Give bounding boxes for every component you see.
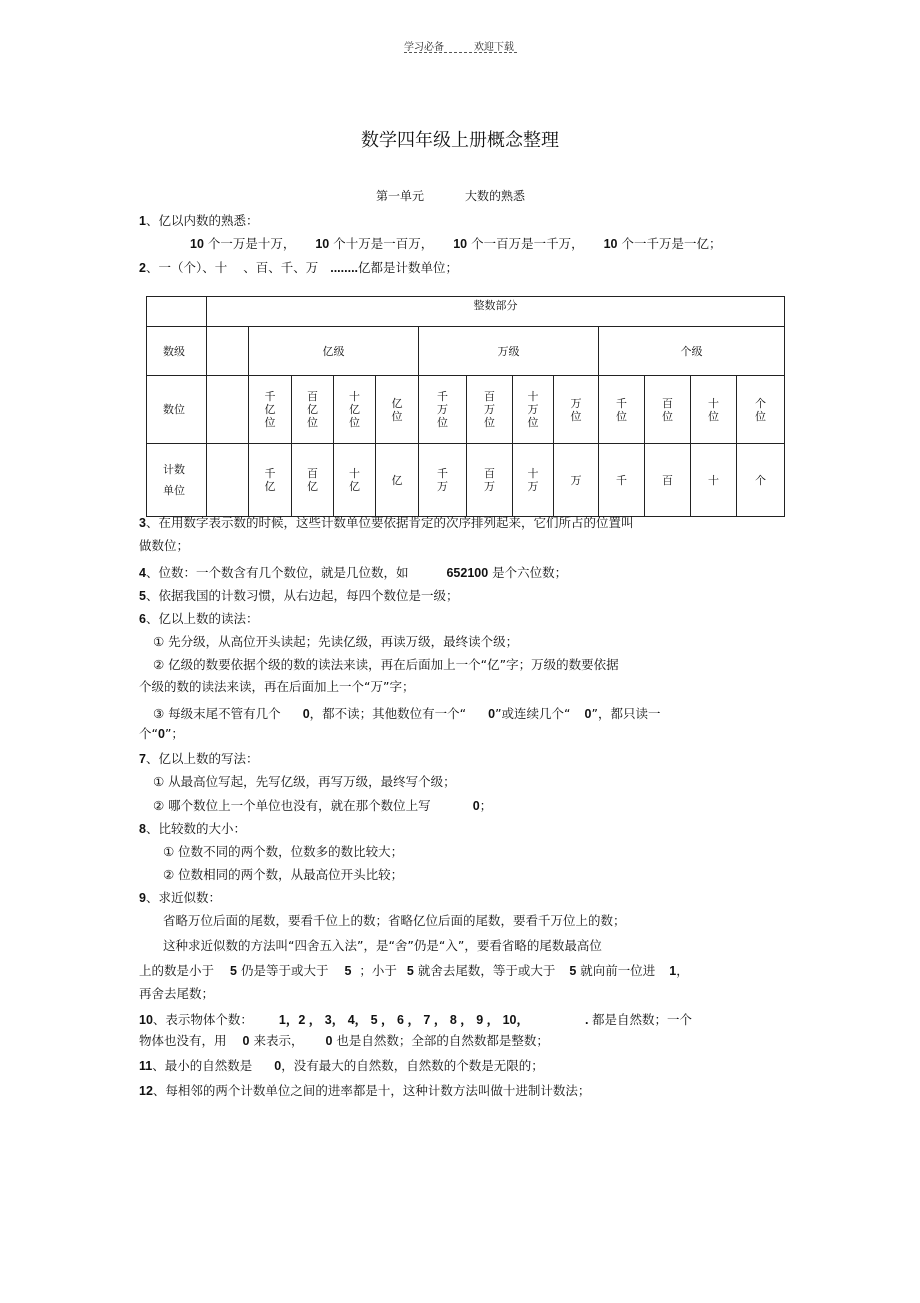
- item-12: 12、每相邻的两个计数单位之间的进率都是十，这种计数方法叫做十进制计数法；: [139, 1083, 591, 1098]
- level-wan: 万级: [419, 327, 599, 376]
- place-cell-11: 个 位: [737, 376, 785, 444]
- place-cell-3: 亿 位: [376, 376, 419, 444]
- unit-cell-10: 十: [691, 444, 737, 517]
- item-3-cont: 做数位；: [139, 538, 190, 553]
- place-cell-0: 千 亿 位: [249, 376, 292, 444]
- unit-cell-9: 百: [645, 444, 691, 517]
- item-7-1: ① 从最高位写起，先写亿级，再写万级，最终写个级；: [153, 774, 456, 789]
- item-8-2: ② 位数相同的两个数，从最高位开头比较；: [163, 867, 404, 882]
- header-left: 学习必备: [404, 42, 444, 53]
- unit-cell-11: 个: [737, 444, 785, 517]
- item-7: 7、亿以上数的写法：: [139, 751, 259, 766]
- row-label-shuji: 数级: [147, 327, 207, 376]
- item-11: 11、最小的自然数是 0，没有最大的自然数，自然数的个数是无限的；: [139, 1058, 544, 1073]
- row-label-jishu: 计数 单位: [147, 444, 207, 517]
- item-7-2: ② 哪个数位上一个单位也没有，就在那个数位上写 0；: [153, 798, 493, 813]
- place-cell-4: 千 万 位: [419, 376, 467, 444]
- unit-cell-7: 万: [554, 444, 599, 517]
- item-10: 10、表示物体个数： 1，2 ， 3， 4， 5 ， 6 ， 7 ， 8 ， 9 ， 10， . 都是自然数；一个: [139, 1012, 692, 1027]
- item-8: 8、比较数的大小：: [139, 821, 246, 836]
- unit-cell-0: 千 亿: [249, 444, 292, 517]
- header-rule: [404, 52, 517, 53]
- item-4: 4、位数：一个数含有几个数位，就是几位数，如 652100 是个六位数；: [139, 565, 568, 580]
- item-9-1: 省略万位后面的尾数，要看千位上的数；省略亿位后面的尾数，要看千万位上的数；: [163, 913, 626, 928]
- level-yi: 亿级: [249, 327, 419, 376]
- place-value-table: [146, 296, 785, 517]
- row-label-shuwei: 数位: [147, 376, 207, 444]
- item-6: 6、亿以上数的读法：: [139, 611, 259, 626]
- place-cell-5: 百 万 位: [467, 376, 513, 444]
- empty-cell: [207, 444, 249, 517]
- item-5: 5、依据我国的计数习惯，从右边起，每四个数位是一级；: [139, 588, 459, 603]
- item-1: 1、亿以内数的熟悉：: [139, 213, 259, 228]
- empty-cell: [207, 327, 249, 376]
- item-9-2: 这种求近似数的方法叫“四舍五入法”，是“舍”仍是“入”，要看省略的尾数最高位: [163, 938, 602, 953]
- place-cell-10: 十 位: [691, 376, 737, 444]
- unit-cell-1: 百 亿: [292, 444, 334, 517]
- item-6-1: ① 先分级，从高位开头读起；先读亿级，再读万级，最终读个级；: [153, 634, 519, 649]
- empty-cell: [207, 376, 249, 444]
- item-9-3: 上的数是小于 5 仍是等于或大于 5 ；小于 5 就舍去尾数，等于或大于 5 就向前一位进 1，: [139, 963, 689, 978]
- item-3: 3、在用数字表示数的时候，这些计数单位要依据肯定的次序排列起来，它们所占的位置叫: [139, 515, 634, 530]
- level-ge: 个级: [599, 327, 785, 376]
- unit-cell-5: 百 万: [467, 444, 513, 517]
- unit-cell-6: 十 万: [513, 444, 554, 517]
- item-10-cont: 物体也没有，用 0 来表示， 0 也是自然数；全部的自然数都是整数；: [139, 1033, 549, 1048]
- item-9-4: 再舍去尾数；: [139, 986, 215, 1001]
- integer-part-header: 整数部分: [207, 297, 785, 327]
- page-title: 数学四年级上册概念整理: [361, 130, 559, 151]
- item-2: 2、一（个）、十 、百、千、万 ........亿都是计数单位；: [139, 260, 459, 275]
- item-6-3: ③ 每级末尾不管有几个 0，都不读；其他数位有一个“ 0”或连续几个“ 0”，都只读一: [153, 706, 661, 721]
- place-cell-2: 十 亿 位: [334, 376, 376, 444]
- unit-cell-3: 亿: [376, 444, 419, 517]
- item-9: 9、求近似数：: [139, 890, 221, 905]
- item-6-2: ② 亿级的数要依据个级的数的读法来读，再在后面加上一个“亿”字；万级的数要依据: [153, 657, 619, 672]
- place-cell-6: 十 万 位: [513, 376, 554, 444]
- item-8-1: ① 位数不同的两个数，位数多的数比较大；: [163, 844, 404, 859]
- place-cell-8: 千 位: [599, 376, 645, 444]
- item-6-3-cont: 个“0”；: [139, 726, 184, 741]
- place-cell-9: 百 位: [645, 376, 691, 444]
- table-corner: [147, 297, 207, 327]
- place-cell-7: 万 位: [554, 376, 599, 444]
- header-right: 欢迎下载: [474, 42, 514, 53]
- item-6-2-cont: 个级的数的读法来读，再在后面加上一个“万”字；: [139, 679, 415, 694]
- unit-cell-2: 十 亿: [334, 444, 376, 517]
- unit-cell-4: 千 万: [419, 444, 467, 517]
- unit-number: 第一单元: [376, 189, 425, 203]
- item-1-detail: 10 个一万是十万， 10 个十万是一百万， 10 个一百万是一千万， 10 个一千万是一亿；: [190, 236, 722, 251]
- unit-name: 大数的熟悉: [465, 189, 526, 203]
- unit-cell-8: 千: [599, 444, 645, 517]
- place-cell-1: 百 亿 位: [292, 376, 334, 444]
